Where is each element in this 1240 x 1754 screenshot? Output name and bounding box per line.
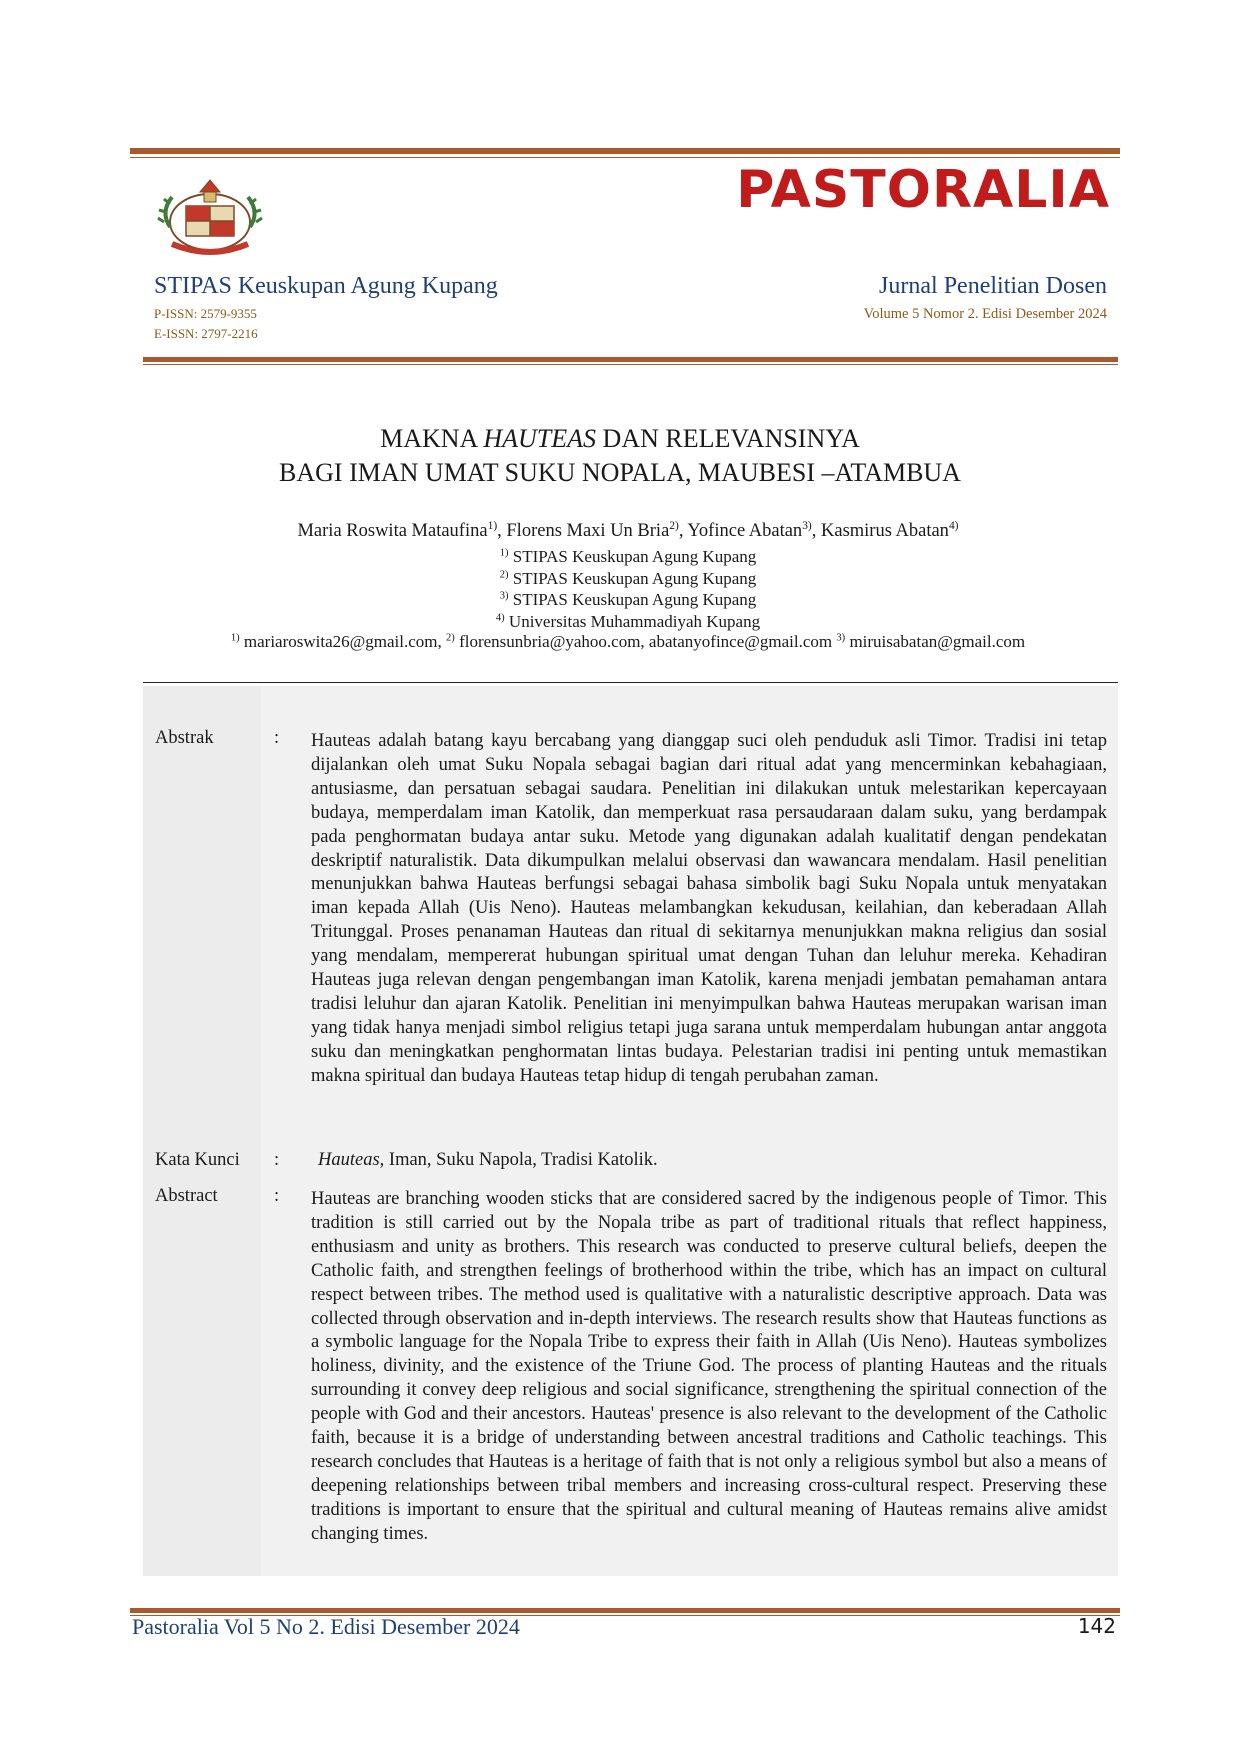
email-link[interactable]: mariaroswita26@gmail.com,	[239, 632, 447, 651]
journal-subtitle: Jurnal Penelitian Dosen	[879, 273, 1107, 299]
abstract-label: Abstract	[155, 1186, 218, 1206]
abstract-text: Hauteas are branching wooden sticks that are considered sacred by the indigenous people of Timor. This tradition is still carried out by the Nopala tribe as part of traditional rituals that reflect happiness, enthusiasm and unity as brothers. This research was conducted to preserve cultural beliefs, deepen the Catholic faith, and strengthen feelings of brotherhood within the tribe, which has an impact on cultural respect between tribes. The method used is qualitative with a naturalistic descriptive approach. Data was collected through observation and in-depth interviews. The research results show that Hauteas functions as a symbolic language for the Nopala Tribe to express their faith in Allah (Uis Neno). Hauteas symbolizes holiness, divinity, and the existence of the Triune God. The process of planting Hauteas and the rituals surrounding it convey deep religious and social significance, strengthening the spiritual connection of the people with God and their ancestors. Hauteas' presence is also relevant to the development of the Catholic faith, because it is a bridge of understanding between ancestral traditions and Catholic teachings. This research concludes that Hauteas is a heritage of faith that is not only a religious symbol but also a means of deepening relationships between tribal members and increasing cross-cultural respect. Preserving these traditions is important to ensure that the spiritual and cultural meaning of Hauteas remains alive amidst changing times.	[311, 1189, 1107, 1544]
institution-crest-icon	[150, 172, 270, 264]
kata-kunci-label: Kata Kunci	[155, 1150, 240, 1170]
paper-title	[0, 422, 1240, 490]
email-link[interactable]: florensunbria@yahoo.com, abatanyofince@gmail.com	[454, 632, 837, 651]
affiliation: $^{4)}$ Universitas Muhammadiyah Kupang	[495, 611, 761, 631]
title-line-2: BAGI IMAN UMAT SUKU NOPALA, MAUBESI –ATAMBUA	[279, 458, 961, 487]
header-bottom-rule-thick	[143, 357, 1118, 362]
abstract-colon: :	[274, 1186, 280, 1206]
title-italic-term: HAUTEAS	[483, 424, 597, 453]
affiliation-list	[0, 546, 1240, 632]
keywords: Hauteas, Iman, Suku Napola, Tradisi Katolik.	[318, 1150, 658, 1170]
email-link[interactable]: miruisabatan@gmail.com	[845, 632, 1026, 651]
footer-rule-thick	[130, 1608, 1120, 1613]
header-rule-thick	[130, 148, 1120, 154]
page-number: 142	[1077, 1614, 1116, 1638]
email-list: $^{1)}$ mariaroswita26@gmail.com, $^{2)}$ florensunbria@yahoo.com, abatanyofince@gmail.com $^{3)}$ miruisabatan@gmail.com	[230, 632, 1026, 651]
kata-kunci-colon: :	[274, 1150, 280, 1170]
author: Kasmirus Abatan$^{4)}$	[821, 519, 959, 541]
abstrak-text: Hauteas adalah batang kayu bercabang yang dianggap suci oleh penduduk asli Timor. Tradisi ini tetap dijalankan oleh umat Suku Nopala sebagai bagian dari ritual adat yang mencerminkan kebahagiaan, antusiasme, dan persatuan sebagai saudara. Penelitian ini dilakukan untuk melestarikan kepercayaan budaya, memperdalam iman Katolik, dan memperkuat rasa persaudaraan dalam suku, yang berdampak pada penghormatan budaya antar suku. Metode yang digunakan adalah kualitatif dengan pendekatan deskriptif naturalistik. Data dikumpulkan melalui observasi dan wawancara mendalam. Hasil penelitian menunjukkan bahwa Hauteas berfungsi sebagai bahasa simbolik bagi Suku Nopala untuk menyatakan iman kepada Allah (Uis Neno). Hauteas melambangkan kekudusan, keilahian, dan keberadaan Allah Tritunggal. Proses penanaman Hauteas dan ritual di sekitarnya menunjukkan makna religius dan sosial yang mendalam, mempererat hubungan spiritual umat dengan Tuhan dan leluhur mereka. Kehadiran Hauteas juga relevan dengan pengembangan iman Katolik, karena menjadi jembatan pemahaman antara tradisi leluhur dan ajaran Katolik. Penelitian ini menyimpulkan bahwa Hauteas merupakan warisan iman yang tidak hanya menjadi simbol religius tetapi juga sarana untuk memperdalam hubungan antar anggota suku dan meningkatkan penghormatan lintas budaya. Pelestarian tradisi ini penting untuk memastikan makna spiritual dan budaya Hauteas tetap hidup di tengah perubahan zaman.	[311, 731, 1107, 1086]
affiliation: $^{2)}$ STIPAS Keuskupan Agung Kupang	[499, 568, 757, 588]
header-bottom-rule-thin	[143, 364, 1118, 365]
section-divider	[143, 682, 1118, 683]
author: Florens Maxi Un Bria$^{2)}$,	[506, 519, 688, 541]
author: Maria Roswita Mataufina$^{1)}$,	[297, 519, 507, 541]
affiliation: $^{3)}$ STIPAS Keuskupan Agung Kupang	[499, 590, 757, 609]
p-issn: P-ISSN: 2579-9355	[154, 306, 257, 321]
institution-name: STIPAS Keuskupan Agung Kupang	[154, 273, 498, 299]
volume-issue: Volume 5 Nomor 2. Edisi Desember 2024	[863, 306, 1107, 322]
author: Yofince Abatan$^{3)}$,	[687, 519, 821, 541]
journal-name: PASTORALIA	[736, 160, 1110, 220]
abstrak-colon: :	[274, 728, 280, 748]
affiliation: $^{1)}$ STIPAS Keuskupan Agung Kupang	[499, 547, 757, 566]
header-rule-thin	[130, 157, 1120, 158]
footer-citation: Pastoralia Vol 5 No 2. Edisi Desember 2024	[132, 1614, 520, 1639]
e-issn: E-ISSN: 2797-2216	[154, 326, 258, 341]
title-line-1: MAKNA HAUTEAS DAN RELEVANSINYA	[380, 424, 860, 453]
abstrak-label: Abstrak	[155, 728, 214, 748]
author-list	[0, 520, 1240, 543]
